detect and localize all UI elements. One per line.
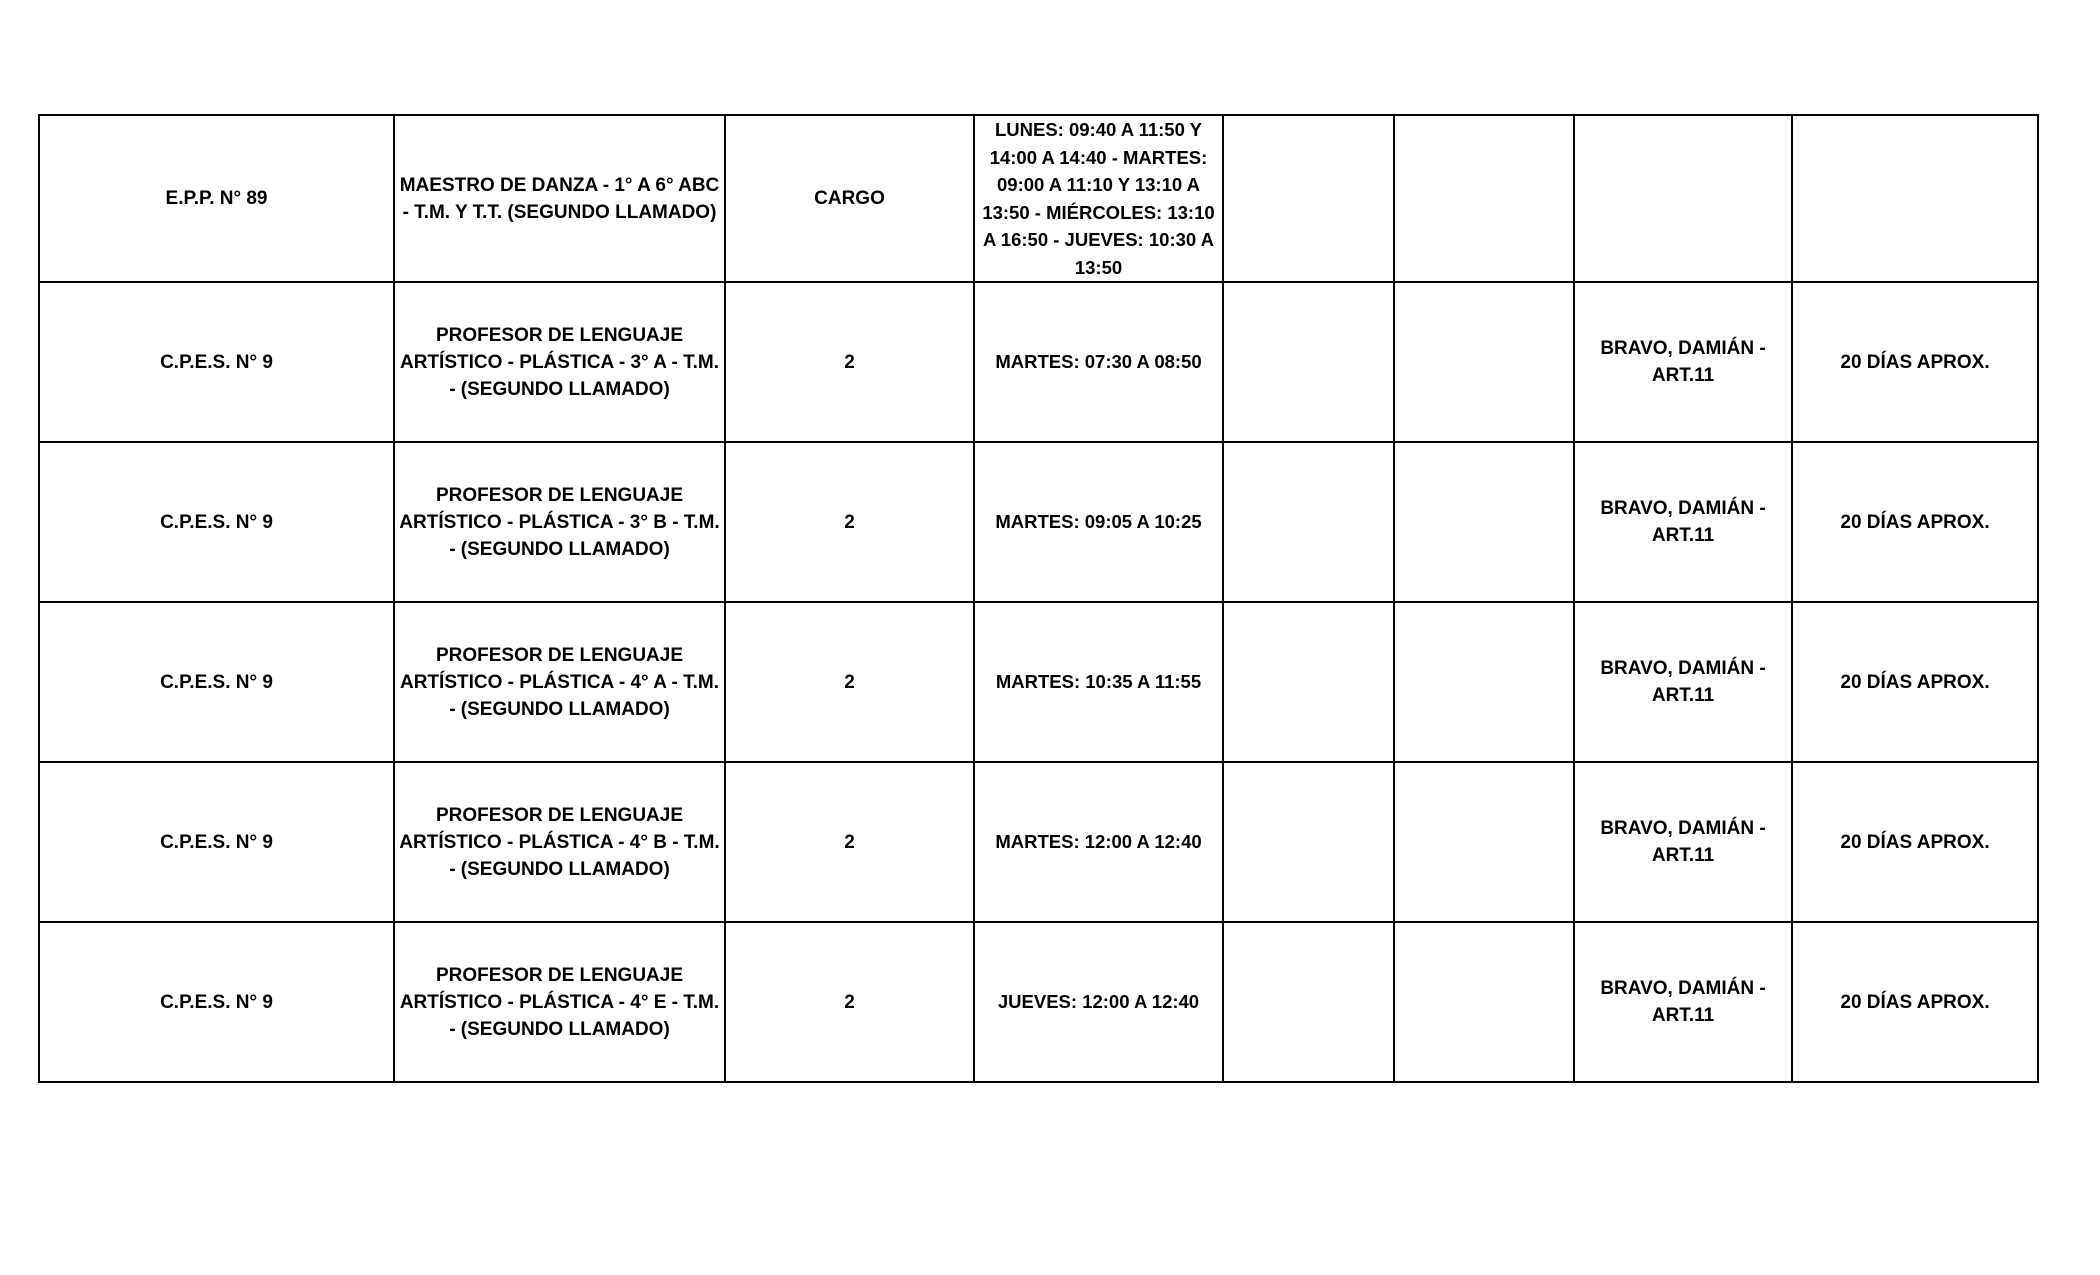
cell-empty-6 [1394, 442, 1574, 602]
cell-horas: 2 [725, 922, 974, 1082]
cell-cargo: PROFESOR DE LENGUAJE ARTÍSTICO - PLÁSTICA - 4° A - T.M. - (SEGUNDO LLAMADO) [394, 602, 725, 762]
vacancy-table [38, 114, 2039, 1083]
cell-horas: 2 [725, 442, 974, 602]
cell-horario: LUNES: 09:40 A 11:50 Y 14:00 A 14:40 - MARTES: 09:00 A 11:10 Y 13:10 A 13:50 - MIÉRCOLES: 13:10 A 16:50 - JUEVES: 10:30 A 13:50 [974, 115, 1223, 282]
cell-cargo: PROFESOR DE LENGUAJE ARTÍSTICO - PLÁSTICA - 4° B - T.M. - (SEGUNDO LLAMADO) [394, 762, 725, 922]
cell-empty-5 [1223, 602, 1394, 762]
cell-empty-5 [1223, 762, 1394, 922]
cell-horario: MARTES: 12:00 A 12:40 [974, 762, 1223, 922]
cell-empty-5 [1223, 115, 1394, 282]
table-row [39, 762, 2038, 922]
cell-empty-6 [1394, 115, 1574, 282]
cell-escuela: C.P.E.S. N° 9 [39, 762, 394, 922]
cell-cargo: PROFESOR DE LENGUAJE ARTÍSTICO - PLÁSTICA - 3° B - T.M. - (SEGUNDO LLAMADO) [394, 442, 725, 602]
cell-duracion: 20 DÍAS APROX. [1792, 282, 2038, 442]
cell-escuela: E.P.P. N° 89 [39, 115, 394, 282]
cell-duracion [1792, 115, 2038, 282]
cell-duracion: 20 DÍAS APROX. [1792, 442, 2038, 602]
cell-empty-6 [1394, 762, 1574, 922]
cell-escuela: C.P.E.S. N° 9 [39, 602, 394, 762]
table-row [39, 922, 2038, 1082]
cell-empty-5 [1223, 282, 1394, 442]
cell-horario: MARTES: 09:05 A 10:25 [974, 442, 1223, 602]
table-row [39, 282, 2038, 442]
cell-docente: BRAVO, DAMIÁN - ART.11 [1574, 442, 1792, 602]
cell-horas: 2 [725, 602, 974, 762]
cell-empty-6 [1394, 602, 1574, 762]
cell-cargo: MAESTRO DE DANZA - 1° A 6° ABC - T.M. Y T.T. (SEGUNDO LLAMADO) [394, 115, 725, 282]
cell-horario: MARTES: 10:35 A 11:55 [974, 602, 1223, 762]
cell-empty-6 [1394, 922, 1574, 1082]
cell-horario: JUEVES: 12:00 A 12:40 [974, 922, 1223, 1082]
cell-escuela: C.P.E.S. N° 9 [39, 282, 394, 442]
cell-horas: 2 [725, 762, 974, 922]
cell-cargo: PROFESOR DE LENGUAJE ARTÍSTICO - PLÁSTICA - 4° E - T.M. - (SEGUNDO LLAMADO) [394, 922, 725, 1082]
cell-horario: MARTES: 07:30 A 08:50 [974, 282, 1223, 442]
cell-empty-5 [1223, 922, 1394, 1082]
cell-empty-6 [1394, 282, 1574, 442]
cell-docente [1574, 115, 1792, 282]
cell-docente: BRAVO, DAMIÁN - ART.11 [1574, 602, 1792, 762]
cell-duracion: 20 DÍAS APROX. [1792, 762, 2038, 922]
cell-docente: BRAVO, DAMIÁN - ART.11 [1574, 282, 1792, 442]
cell-empty-5 [1223, 442, 1394, 602]
cell-horas: 2 [725, 282, 974, 442]
cell-duracion: 20 DÍAS APROX. [1792, 602, 2038, 762]
cell-duracion: 20 DÍAS APROX. [1792, 922, 2038, 1082]
cell-escuela: C.P.E.S. N° 9 [39, 922, 394, 1082]
cell-escuela: C.P.E.S. N° 9 [39, 442, 394, 602]
cell-docente: BRAVO, DAMIÁN - ART.11 [1574, 762, 1792, 922]
table-row [39, 442, 2038, 602]
cell-cargo: PROFESOR DE LENGUAJE ARTÍSTICO - PLÁSTICA - 3° A - T.M. - (SEGUNDO LLAMADO) [394, 282, 725, 442]
table-row [39, 602, 2038, 762]
cell-docente: BRAVO, DAMIÁN - ART.11 [1574, 922, 1792, 1082]
table-row [39, 115, 2038, 282]
cell-horas: CARGO [725, 115, 974, 282]
